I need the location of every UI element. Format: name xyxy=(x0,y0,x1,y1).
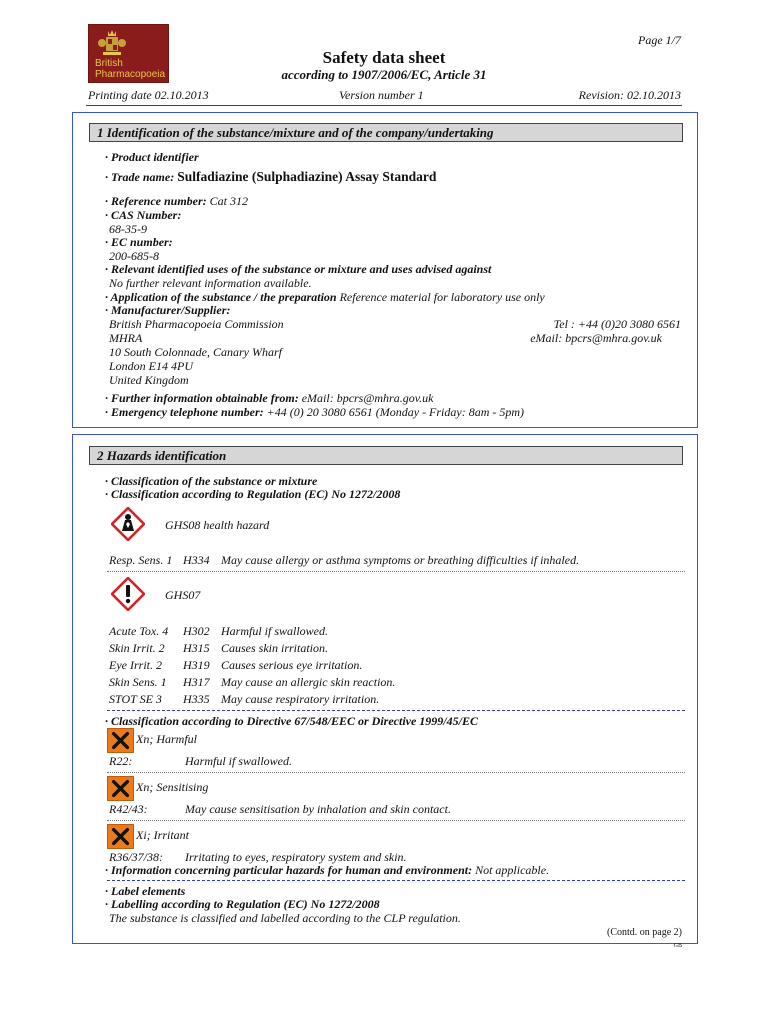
ec-label: · EC number: xyxy=(105,235,173,249)
sensitising-cross-icon xyxy=(107,776,134,801)
reference-value: Cat 312 xyxy=(209,194,248,208)
labelling-label: · Labelling according to Regulation (EC) No 1272/2008 xyxy=(105,897,380,911)
uses-label: · Relevant identified uses of the substance or mixture and uses advised against xyxy=(105,262,492,276)
emergency-label: · Emergency telephone number: xyxy=(105,405,264,419)
product-identifier-label: · Product identifier xyxy=(105,150,199,164)
emergency-row xyxy=(105,406,524,420)
page-number: Page 1/7 xyxy=(638,33,681,47)
printing-date: Printing date 02.10.2013 xyxy=(88,88,209,102)
irritant-cross-icon xyxy=(107,824,134,849)
separator xyxy=(107,880,685,881)
ghs07-statement: Skin Sens. 1 H317 May cause an allergic skin reaction. xyxy=(109,675,396,689)
logo-text-line1: British xyxy=(95,58,123,69)
reference-label: · Reference number: xyxy=(105,194,207,208)
address-line: 10 South Colonnade, Canary Wharf xyxy=(109,345,282,359)
directive-statement: R22: Harmful if swallowed. xyxy=(109,754,293,768)
ghs07-statement: STOT SE 3 H335 May cause respiratory irritation. xyxy=(109,692,380,706)
ghs08-label: GHS08 health hazard xyxy=(165,518,270,532)
directive-label: · Classification according to Directive 67/548/EEC or Directive 1999/45/EC xyxy=(105,714,478,728)
country-code: GB xyxy=(673,943,682,949)
labelling-text: The substance is classified and labelled according to the CLP regulation. xyxy=(109,911,461,925)
further-info-label: · Further information obtainable from: xyxy=(105,391,299,405)
particular-hazards-row xyxy=(105,864,549,878)
trade-name-row xyxy=(105,170,436,185)
separator xyxy=(107,772,685,773)
section-2-heading: 2 Hazards identification xyxy=(89,446,683,465)
ghs07-label: GHS07 xyxy=(165,588,201,602)
harmful-cross-icon xyxy=(107,728,134,753)
ghs07-statement: Acute Tox. 4 H302 Harmful if swallowed. xyxy=(109,624,329,638)
uses-value: No further relevant information available. xyxy=(109,276,312,290)
address-line: London E14 4PU xyxy=(109,359,193,373)
continued-note: (Contd. on page 2) xyxy=(607,927,682,938)
further-info-row xyxy=(105,392,434,406)
regulation-label: · Classification according to Regulation (EC) No 1272/2008 xyxy=(105,487,401,501)
particular-hazards-label: · Information concerning particular hazards for human and environment: xyxy=(105,863,473,877)
application-label: · Application of the substance / the preparation xyxy=(105,290,337,304)
ghs08-statement: Resp. Sens. 1 H334 May cause allergy or asthma symptoms or breathing difficulties if inhaled. xyxy=(109,553,580,567)
label-elements-label: · Label elements xyxy=(105,884,186,898)
separator xyxy=(107,820,685,821)
separator xyxy=(107,710,685,711)
revision-date: Revision: 02.10.2013 xyxy=(578,88,681,102)
section-1-heading: 1 Identification of the substance/mixture and of the company/undertaking xyxy=(89,123,683,142)
trade-name-value: Sulfadiazine (Sulphadiazine) Assay Standard xyxy=(177,169,437,184)
supplier-email: eMail: bpcrs@mhra.gov.uk xyxy=(530,331,662,345)
directive-statement: R42/43: May cause sensitisation by inhalation and skin contact. xyxy=(109,802,451,816)
further-info-value: eMail: bpcrs@mhra.gov.uk xyxy=(301,391,434,405)
separator xyxy=(107,571,685,572)
directive-symbol-label: Xn; Sensitising xyxy=(136,780,209,794)
header-rule xyxy=(86,105,682,106)
address-line: United Kingdom xyxy=(109,373,189,387)
directive-symbol-label: Xn; Harmful xyxy=(136,732,197,746)
address-line: British Pharmacopoeia Commission xyxy=(109,317,284,331)
document-title: Safety data sheet xyxy=(322,48,446,67)
ghs07-statement: Eye Irrit. 2 H319 Causes serious eye irritation. xyxy=(109,658,363,672)
ghs07-statement: Skin Irrit. 2 H315 Causes skin irritation. xyxy=(109,641,329,655)
exclamation-hazard-icon xyxy=(111,577,145,611)
trade-name-label: · Trade name: xyxy=(105,170,175,184)
logo-text-line2: Pharmacopoeia xyxy=(95,69,166,80)
directive-statement: R36/37/38: Irritating to eyes, respiratory system and skin. xyxy=(109,850,407,864)
directive-symbol-label: Xi; Irritant xyxy=(136,828,189,842)
cas-value: 68-35-9 xyxy=(109,222,147,236)
particular-hazards-value: Not applicable. xyxy=(475,863,550,877)
emergency-value: +44 (0) 20 3080 6561 (Monday - Friday: 8am - 5pm) xyxy=(266,405,525,419)
cas-label: · CAS Number: xyxy=(105,208,182,222)
reference-row xyxy=(105,195,248,209)
version-number: Version number 1 xyxy=(339,88,424,102)
section-1-box xyxy=(72,112,698,428)
section-2-box xyxy=(72,434,698,944)
document-subtitle: according to 1907/2006/EC, Article 31 xyxy=(281,67,487,82)
supplier-label: · Manufacturer/Supplier: xyxy=(105,303,231,317)
classification-label: · Classification of the substance or mixture xyxy=(105,474,318,488)
health-hazard-icon xyxy=(111,507,145,541)
ec-value: 200-685-8 xyxy=(109,249,159,263)
application-value: Reference material for laboratory use only xyxy=(339,290,545,304)
address-line: MHRA xyxy=(109,331,143,345)
supplier-telephone: Tel : +44 (0)20 3080 6561 xyxy=(553,317,681,331)
